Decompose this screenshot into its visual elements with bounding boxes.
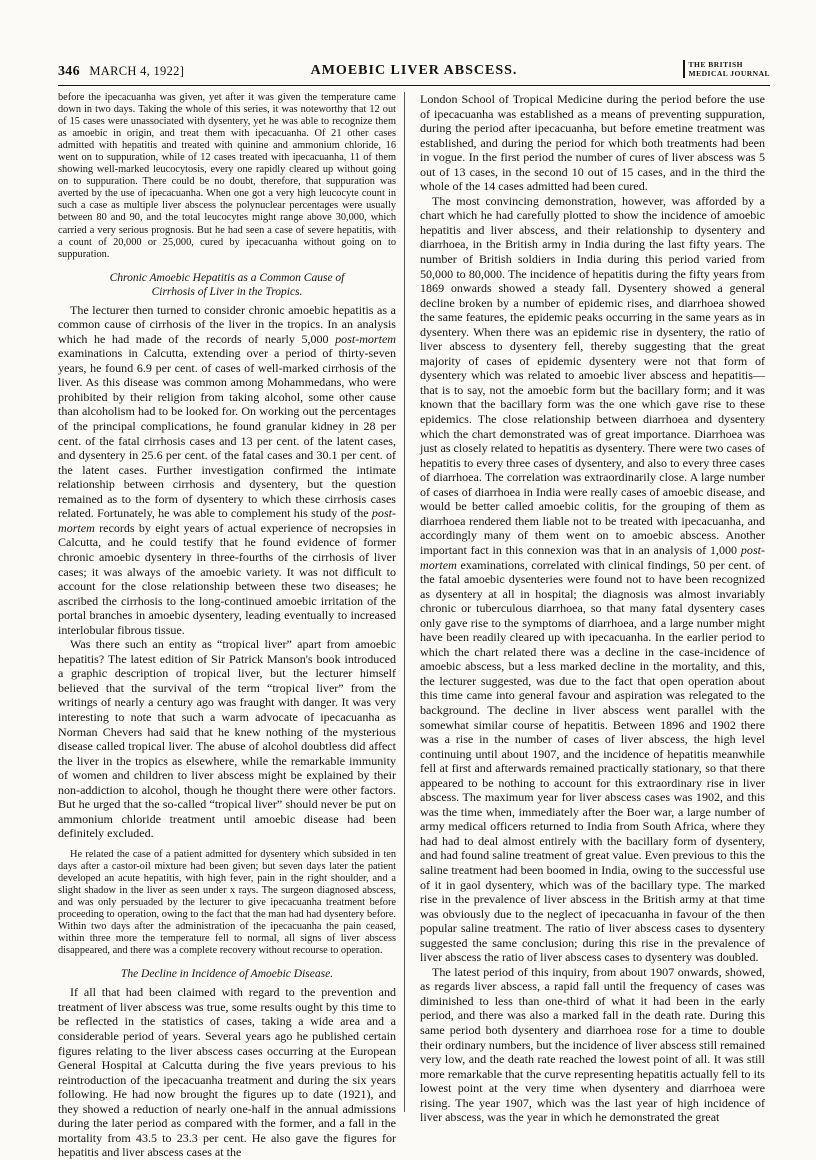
- right-para2-text-b: examinations, correlated with clinical findings, 50 per cent. of the fatal amoebic dysenteries were found not to have been recognized as dysentery at all in hospital; the diagnosis was almost invariably chronic or tuberculous diarrhoea, so that many fatal dysentery cases only gave rise to the symptoms of diarrhoea, and a large number might have been readily cleared up with ipecacuanha. In the earlier period to which the chart related there was a decline in the case-incidence of amoebic abscess, but a less marked decline in the mortality, and this, the lecturer suggested, was due to the fact that open operation about this time came into general favour and aspiration was relegated to the background. The decline in liver abscess went parallel with the somewhat similar course of hepatitis. Between 1896 and 1902 there was a rise in the number of cases of liver abscess, the high level continuing until about 1907, and the incidence of hepatitis meanwhile fell at first and afterwards remained practically stationary, so that there appeared to be nothing to account for this extraordinary rise in liver abscess. The maximum year for liver abscess cases was 1902, and this was the time when, immediately after the Boer war, a large number of army medical officers returned to India from South Africa, where they had had to deal almost entirely with the bacillary form of dysentery, and had found saline treatment of great value. Even previous to this the saline treatment had been boomed in India, owing to the successful use of it in gaol dysentery, which was of the bacillary type. The marked rise in the prevalence of liver abscess in the British army at that time was obviously due to the neglect of ipecacuanha in favour of the then popular saline treatment. The ratio of liver abscess cases to dysentery suggested the same conclusion; during this rise in the prevalence of liver abscess the ratio of liver abscess cases to dysentery was doubled.: [420, 557, 765, 965]
- post-mortem-term: post-mortem: [420, 542, 765, 572]
- section-heading-line-1: Chronic Amoebic Hepatitis as a Common Cause of: [109, 271, 345, 284]
- left-paragraph-1: before the ipecacuanha was given, yet after it was given the temperature came down in two days. Taking the whole of this series, it was noteworthy that 12 out of 15 cases were unassociated with dysentery, yet he was able to recognize them as amoebic in origin, and treat them with ipecacuanha. Of 21 other cases admitted with hepatitis and treated with quinine and ammonium chloride, 16 went on to suppuration, while of 12 cases treated with ipecacuanha, 11 of them showing well-marked leucocytosis, every one rapidly cleared up without going on to suppuration. There could be no doubt, therefore, that suppuration was averted by the use of ipecacuanha. When one got a very high leucocyte count in such a case as multiple liver abscess the polynuclear percentages were usually between 80 and 90, and the total leucocytes might range above 30,000, which carried a very serious prognosis. But he had seen a case of severe hepatitis, with a count of 20,000 or 25,000, cured by ipecacuanha without going on to suppuration.: [58, 92, 396, 260]
- post-mortem-term: post-mortem: [58, 506, 397, 535]
- journal-name: [683, 60, 770, 78]
- running-header: [58, 62, 770, 84]
- left-column: [58, 92, 396, 1160]
- right-column: [420, 92, 765, 1125]
- right-paragraph-1: London School of Tropical Medicine during the period before the use of ipecacuanha was established as a means of preventing suppuration, during the period after ipecacuanha, but before emetine treatment was established, and during the period for which both treatments had been in vogue. In the first period the number of cures of liver abscess was 5 out of 13 cases, in the second 10 out of 15 cases, and in the third the whole of the 14 cases admitted had been cured.: [420, 92, 765, 194]
- right-paragraph-3: The latest period of this inquiry, from about 1907 onwards, showed, as regards liver abscess, a rapid fall until the frequency of cases was diminished to less than one-third of what it had been in the early period, and there was also a marked fall in the death rate. During this same period both dysentery and diarrhoea rose for a time to double their ordinary numbers, but the incidence of liver abscess still remained very low, and the death rate reached the lowest point of all. It was still more remarkable that the curve representing hepatitis actually fell to its lowest point at the very time when dysentery and diarrhoea were rising. The year 1907, which was the last year of high incidence of liver abscess, was the year in which he demonstrated the great: [420, 964, 765, 1125]
- issue-date: MARCH 4, 1922]: [89, 64, 185, 78]
- section-heading-line-2: Cirrhosis of Liver in the Tropics.: [151, 285, 303, 298]
- section-heading-decline: The Decline in Incidence of Amoebic Disease.: [120, 968, 334, 981]
- journal-name-line-2: MEDICAL JOURNAL: [688, 69, 770, 78]
- right-paragraph-2: [420, 194, 765, 965]
- right-para2-text-a: The most convincing demonstration, however, was afforded by a chart which he had carefully plotted to show the incidence of amoebic hepatitis and liver abscess, and their relationship to dysentery and diarrhoea, in the British army in India during the last fifty years. The number of British soldiers in India during this period varied from 50,000 to 80,000. The incidence of hepatitis during the fifty years from 1869 onwards showed a steady fall. Dysentery showed a general decline broken by a number of epidemic rises, and diarrhoea showed the same features, the epidemic peaks occurring in the same years as in dysentery. When there was an epidemic rise in dysentery, the ratio of liver abscess to dysentery fell, thereby suggesting that the great majority of cases of epidemic dysentery were not that form of dysentery which was related to amoebic liver abscess and hepatitis—that is to say, not the amoebic form but the bacillary form; and it was known that the bacillary form was the one which gave rise to these epidemics. The close relationship between diarrhoea and dysentery which the chart demonstrated was of great importance. Diarrhoea was just as closely related to hepatitis as dysentery. There were two cases of hepatitis to every three cases of dysentery, and also to every three cases of diarrhoea. The correlation was extraordinarily close. A large number of cases of diarrhoea in India were really cases of amoebic disease, and would be better called amoebic colitis, for the grouping of them as diarrhoea rendered them liable not to be treated with ipecacuanha, and accordingly many of them went on to amoebic abscess. Another important fact in this connexion was that in an analysis of 1,000: [420, 193, 765, 557]
- header-rule: [58, 85, 770, 86]
- case-report-paragraph: He related the case of a patient admitted for dysentery which subsided in ten days after a castor-oil mixture had been given; but seven days later the patient developed an acute hepatitis, with high fever, pain in the right shoulder, and a slight shadow in the liver as seen under x rays. The surgeon diagnosed abscess, and was only persuaded by the lecturer to give ipecacuanha treatment before proceeding to operation, owing to the fact that the man had had dysentery before. Within two days after the administration of the ipecacuanha the pain ceased, within three more the temperature fell to normal, all signs of liver abscess disappeared, and there was a complete recovery without recourse to operation.: [58, 848, 396, 957]
- article-running-title: AMOEBIC LIVER ABSCESS.: [310, 63, 518, 78]
- section-heading-chronic-hepatitis: [58, 271, 396, 299]
- para2-text-c: records by eight years of actual experience of necropsies in Calcutta, and he could testify that he found evidence of former chronic amoebic dysentery in three-fourths of the cirrhosis of liver cases; it was always of the amoebic variety. It was not difficult to account for the close relationship between these two diseases; he ascribed the cirrhosis to the long-continued amoebic irritation of the portal branches in amoebic dysentery, leading eventually to increased interlobular fibrous tissue.: [58, 520, 396, 637]
- left-paragraph-5: If all that had been claimed with regard to the prevention and treatment of liver abscess was true, some results ought by this time to be reflected in the statistics of cases, taking a wide area and a considerable period of years. Several years ago he published certain figures relating to the liver abscess cases occurring at the European General Hospital at Calcutta during the five years previous to his reintroduction of the ipecacuanha treatment and during the six years following. He had now brought the figures up to date (1921), and they showed a reduction of nearly one-half in the annual admissions during the later period as compared with the former, and a fall in the mortality from 43.5 to 23.3 per cent. He also gave the figures for hepatitis and liver abscess cases at the: [58, 985, 396, 1160]
- para2-text-b: examinations in Calcutta, extending over a period of thirty-seven years, he found 6.9 per cent. of cases of well-marked cirrhosis of the liver. As this disease was common among Mohammedans, who were prohibited by their religion from taking alcohol, some other cause than alcoholism had to be looked for. On working out the percentages of the principal complications, he found granular kidney in 28 per cent. of the fatal cirrhosis cases and 13 per cent. of the latent cases, and dysentery in 25.6 per cent. of the fatal cases and 30.1 per cent. of the latent cases. Further investigation confirmed the intimate relationship between cirrhosis and dysentery, but the question remained as to the form of dysentery to which these cirrhosis cases related. Fortunately, he was able to complement his study of the: [58, 346, 396, 521]
- para2-text-a: The lecturer then turned to consider chronic amoebic hepatitis as a common cause of cirrhosis of the liver in the tropics. In an analysis which he had made of the records of nearly 5,000: [58, 302, 396, 346]
- post-mortem-term: post-mortem: [335, 331, 397, 346]
- left-paragraph-3: Was there such an entity as “tropical liver” apart from amoebic hepatitis? The latest edition of Sir Patrick Manson's book introduced a graphic description of tropical liver, but the lecturer himself believed that the survival of the term “tropical liver” from the writings of nearly a century ago was fraught with danger. It was very interesting to note that such a warm advocate of ipecacuanha as Norman Chevers had said that he knew nothing of the mysterious disease called tropical liver. The abuse of alcohol doubtless did affect the liver in the tropics as elsewhere, while the remarkable immunity of women and children to liver abscess might be explained by their non-addiction to alcohol, though he thought there were other factors. But he urged that the so-called “tropical liver” should never be put on ammonium chloride treatment until amoebic disease had been definitely excluded.: [58, 637, 396, 841]
- journal-name-line-1: THE BRITISH: [688, 60, 744, 69]
- left-paragraph-2: [58, 303, 396, 638]
- column-divider: [404, 92, 405, 1112]
- page-number: 346: [58, 64, 80, 79]
